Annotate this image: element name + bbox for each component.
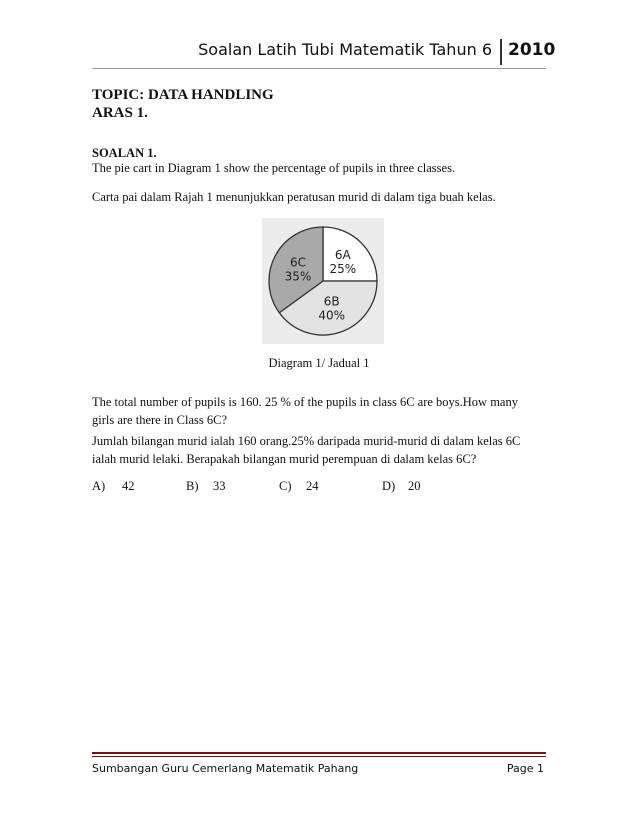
question-number: SOALAN 1. (92, 146, 157, 160)
header-year: 2010 (508, 40, 556, 60)
page-number: Page 1 (506, 762, 544, 775)
option-c-letter: C) (279, 479, 292, 493)
topic-heading: TOPIC: DATA HANDLING (92, 87, 274, 103)
option-c-value: 24 (306, 479, 319, 493)
question-malay-line1: Jumlah bilangan murid ialah 160 orang.25% daripada murid-murid di dalam kelas 6C (92, 434, 521, 448)
pie-label-6a: 6A (334, 248, 351, 263)
page-header (92, 38, 556, 68)
footer-rule-thick (92, 752, 546, 754)
option-a-value: 42 (122, 479, 135, 493)
footer-credit: Sumbangan Guru Cemerlang Matematik Pahang (92, 762, 359, 775)
header-rule (92, 68, 546, 69)
header-title: Soalan Latih Tubi Matematik Tahun 6 (198, 40, 492, 59)
diagram-caption: Diagram 1/ Jadual 1 (268, 356, 370, 370)
question-malay-line2: ialah murid lelaki. Berapakah bilangan murid perempuan di dalam kelas 6C? (92, 452, 477, 466)
option-b-letter: B) (186, 479, 199, 493)
header-separator (500, 39, 502, 65)
pie-value-6c: 35% (284, 269, 312, 284)
intro-english: The pie cart in Diagram 1 show the percentage of pupils in three classes. (92, 161, 456, 175)
option-b-value: 33 (213, 479, 226, 493)
pie-label-6c: 6C (289, 255, 306, 270)
intro-malay: Carta pai dalam Rajah 1 menunjukkan peratusan murid di dalam tiga buah kelas. (92, 190, 496, 204)
option-d-letter: D) (382, 479, 396, 493)
answer-options (92, 479, 532, 497)
pie-chart (262, 218, 384, 344)
option-a-letter: A) (92, 479, 106, 493)
footer-rule-thin (92, 756, 546, 757)
question-english-line2: girls are there in Class 6C? (92, 413, 228, 427)
question-english-line1: The total number of pupils is 160. 25 % of the pupils in class 6C are boys.How many (92, 395, 518, 409)
pie-value-6b: 40% (318, 308, 346, 323)
option-d-value: 20 (408, 479, 421, 493)
pie-label-6b: 6B (323, 294, 340, 309)
level-heading: ARAS 1. (92, 105, 148, 121)
pie-value-6a: 25% (329, 262, 357, 277)
pie-chart-figure (262, 218, 384, 344)
